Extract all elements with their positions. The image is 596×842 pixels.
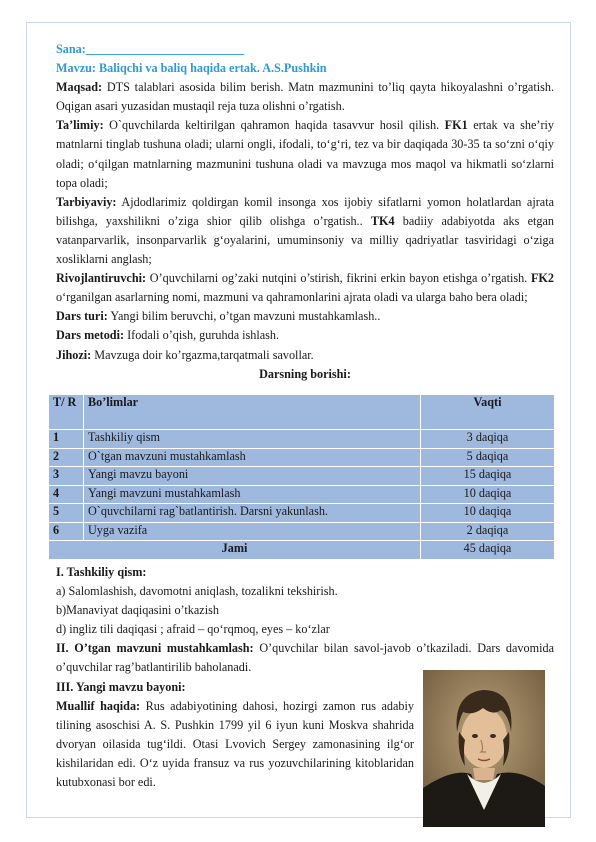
row-number: 1 — [49, 430, 84, 449]
section-3-title: III. Yangi mavzu bayoni: — [56, 679, 186, 694]
row-time: 5 daqiqa — [421, 448, 555, 467]
row-number: 4 — [49, 485, 84, 504]
table-row — [49, 430, 555, 449]
plan-title: Darsning borishi: — [259, 366, 351, 381]
lesson-type: Dars turi: Yangi bilim beruvchi, o’tgan mavzuni mustahkamlash.. — [56, 309, 381, 324]
row-section: Yangi mavzuni mustahkamlash — [84, 485, 421, 504]
header-sections: Bo’limlar — [84, 395, 421, 430]
table-row — [49, 485, 555, 504]
row-section: O`tgan mavzuni mustahkamlash — [84, 448, 421, 467]
row-time: 15 daqiqa — [421, 467, 555, 486]
equipment: Jihozi: Mavzuga doir ko’rgazma,tarqatmali savollar. — [56, 347, 314, 362]
row-number: 6 — [49, 522, 84, 541]
lesson-plan-table — [48, 394, 555, 560]
row-section: O`quvchilarni rag`batlantirish. Darsni yakunlash. — [84, 504, 421, 523]
total-value: 45 daqiqa — [421, 541, 555, 560]
header-number: T/ R — [49, 395, 84, 430]
table-row — [49, 448, 555, 467]
lesson-header — [56, 40, 554, 384]
goal-paragraph: Maqsad: DTS talablari asosida bilim berish. Matn mazmunini to’liq qayta hikoyalashni o’rgatish. Oqigan asari yuzasidan mustaqil reja tuza olishni o’rgatish. — [56, 80, 554, 114]
row-section: Tashkiliy qism — [84, 430, 421, 449]
section-1-item-d: d) ingliz tili daqiqasi ; afraid – qo‘rqmoq, eyes – ko‘zlar — [56, 622, 330, 637]
author-paragraph: Muallif haqida: Rus adabiyotining dahosi, hozirgi zamon rus adabiy tilining asoschisi A. S. Pushkin 1799 yil 6 iyun kuni Moskva shahrida dvoryan oilasida tug‘ildi. Otasi Lvovich Sergey zamonasining ilg‘or kishilaridan edi. O‘z uyida fransuz va rus yozuvchilarining kitoblaridan kutubxonasi bor edi. — [56, 698, 414, 790]
row-time: 2 daqiqa — [421, 522, 555, 541]
section-2-paragraph: II. O’tgan mavzuni mustahkamlash: O’quvchilar bilan savol-javob o’tkaziladi. Dars davomida o’quvchilar rag’batlantirilib baholanadi. — [56, 641, 554, 675]
total-label: Jami — [49, 541, 421, 560]
lesson-method: Dars metodi: Ifodali o’qish, guruhda ishlash. — [56, 328, 280, 343]
section-1-title: I. Tashkiliy qism: — [56, 565, 147, 579]
topic-title: Mavzu: Baliqchi va baliq haqida ertak. A.S.Pushkin — [56, 61, 327, 76]
table-row — [49, 522, 555, 541]
row-section: Yangi mavzu bayoni — [84, 467, 421, 486]
educational-paragraph: Ta’limiy: O`quvchilarda keltirilgan qahramon haqida tasavvur hosil qilish. FK1 ertak va she’riy matnlarni tinglab tushuna oladi; ularni ongli, ifodali, to‘g‘ri, tez va bir daqiqada 30-35 ta so‘zni o‘qiy oladi; o‘qilgan matnlarning mazmunini tushuna oladi va mavzuga mos maqol va hikmatli so‘zlarni topa oladi; — [56, 118, 554, 190]
row-number: 2 — [49, 448, 84, 467]
row-time: 3 daqiqa — [421, 430, 555, 449]
table-header-row — [49, 395, 555, 430]
developmental-paragraph: Rivojlantiruvchi: O’quvchilarni og’zaki nutqini o’stirish, fikrini erkin bayon etishga o’rgatish. FK2 o‘rganilgan asarlarning nomi, mazmuni va qahramonlarini ajrata oladi va ularga baho bera oladi; — [56, 271, 554, 305]
upbringing-paragraph: Tarbiyaviy: Ajdodlarimiz qoldirgan komil insonga xos ijobiy sifatlarni yomon holatlardan ajrata bilishga, yaxshilikni o’ziga shior qilib olishga o’rgatish.. TK4 badiiy adabiyotda aks etgan vatanparvarlik, insonparvarlik g‘oyalarini, umuminsoniy va milliy qadriyatlar tasviridagi o‘ziga xosliklarni anglash; — [56, 194, 554, 267]
author-portrait — [423, 670, 545, 827]
section-1-item-a: a) Salomlashish, davomotni aniqlash, tozalikni tekshirish. — [56, 584, 338, 599]
row-number: 3 — [49, 467, 84, 486]
header-time: Vaqti — [421, 395, 555, 430]
section-1-item-b: b)Manaviyat daqiqasini o’tkazish — [56, 603, 219, 618]
table-total-row — [49, 541, 555, 560]
date-line: Sana:__________________________ — [56, 42, 245, 56]
table-row — [49, 467, 555, 486]
row-section: Uyga vazifa — [84, 522, 421, 541]
row-time: 10 daqiqa — [421, 485, 555, 504]
row-time: 10 daqiqa — [421, 504, 555, 523]
row-number: 5 — [49, 504, 84, 523]
table-row — [49, 504, 555, 523]
